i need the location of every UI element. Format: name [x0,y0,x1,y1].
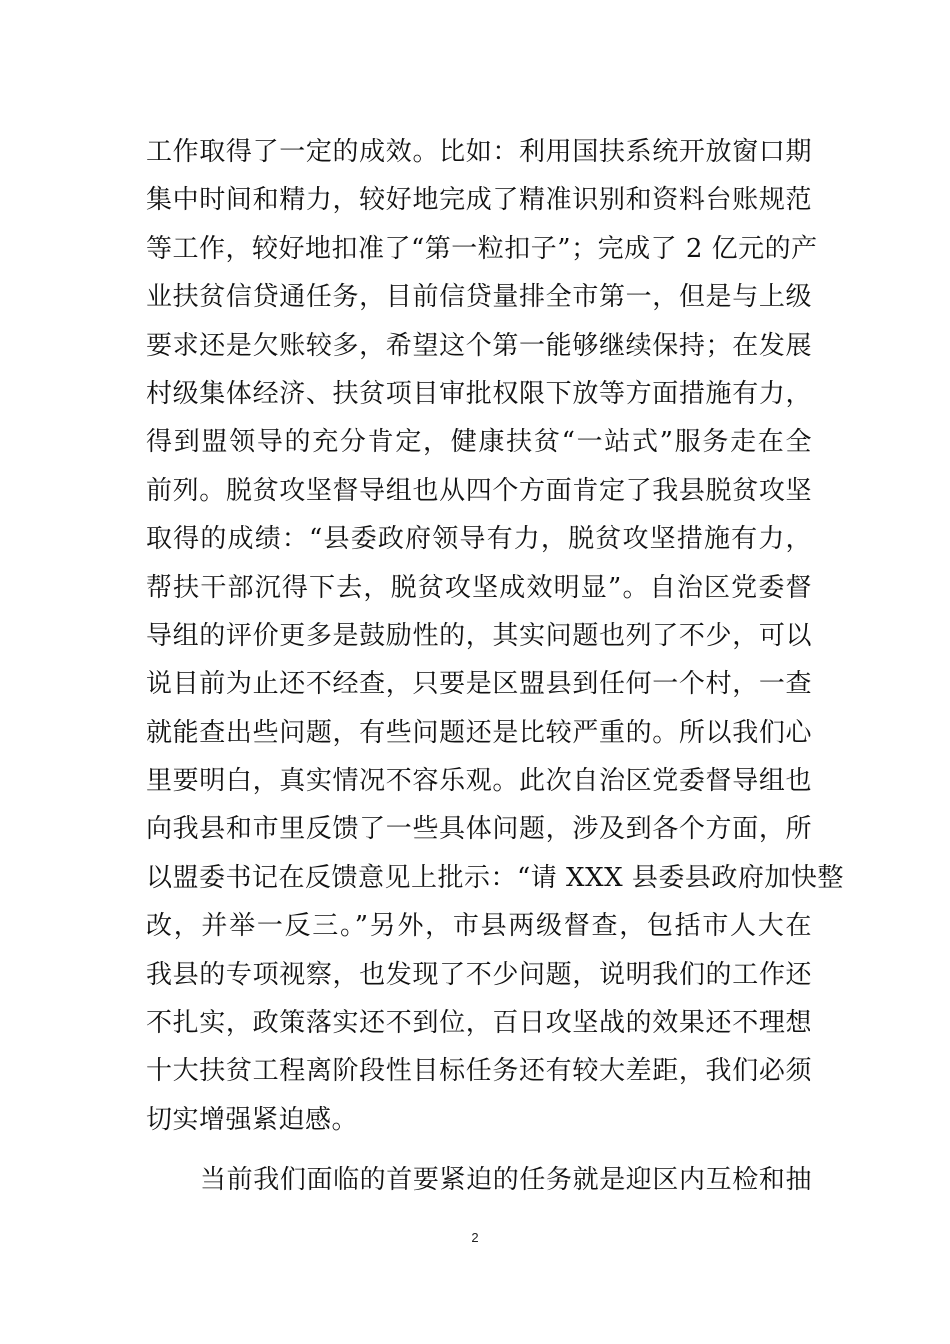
page-number: 2 [471,1230,479,1245]
text-line: 取得的成绩：“县委政府领导有力，脱贫攻坚措施有力， [146,524,812,555]
text-line: 说目前为止还不经查，只要是区盟县到任何一个村，一查 [146,669,812,700]
text-line: 工作取得了一定的成效。比如：利用国扶系统开放窗口期 [146,137,812,167]
text-line: 向我县和市里反馈了一些具体问题，涉及到各个方面，所 [146,814,812,845]
text-line: 得到盟领导的充分肯定，健康扶贫“一站式”服务走在全 [146,427,812,458]
text-line: 切实增强紧迫感。 [146,1104,359,1135]
text-line: 里要明白，真实情况不容乐观。此次自治区党委督导组也 [146,766,812,797]
text-line: 十大扶贫工程离阶段性目标任务还有较大差距，我们必须 [146,1056,812,1087]
text-line: 业扶贫信贷通任务，目前信贷量排全市第一，但是与上级 [146,282,812,313]
text-line: 导组的评价更多是鼓励性的，其实问题也列了不少，可以 [146,620,812,651]
text-line: 要求还是欠账较多，希望这个第一能够继续保持；在发展 [146,330,812,361]
text-line: 改，并举一反三。”另外，市县两级督查，包括市人大在 [146,911,812,942]
text-line: 村级集体经济、扶贫项目审批权限下放等方面措施有力， [146,378,812,409]
text-line: 不扎实，政策落实还不到位，百日攻坚战的效果还不理想 [146,1008,812,1039]
text-line: 就能查出些问题，有些问题还是比较严重的。所以我们心 [146,717,812,748]
text-line: 我县的专项视察，也发现了不少问题，说明我们的工作还 [146,959,812,990]
body-text [146,128,844,1205]
text-line: 帮扶干部沉得下去，脱贫攻坚成效明显”。自治区党委督 [146,572,812,603]
text-line: 前列。脱贫攻坚督导组也从四个方面肯定了我县脱贫攻坚 [146,475,812,506]
paragraph-gap [146,1144,812,1156]
text-line: 以盟委书记在反馈意见上批示：“请 XXX 县委县政府加快整 [146,862,844,893]
text-line: 集中时间和精力，较好地完成了精准识别和资料台账规范 [146,185,812,216]
text-line: 等工作，较好地扣准了“第一粒扣子”；完成了 2 亿元的产 [146,233,818,264]
text-line: 当前我们面临的首要紧迫的任务就是迎区内互检和抽 [200,1165,812,1196]
